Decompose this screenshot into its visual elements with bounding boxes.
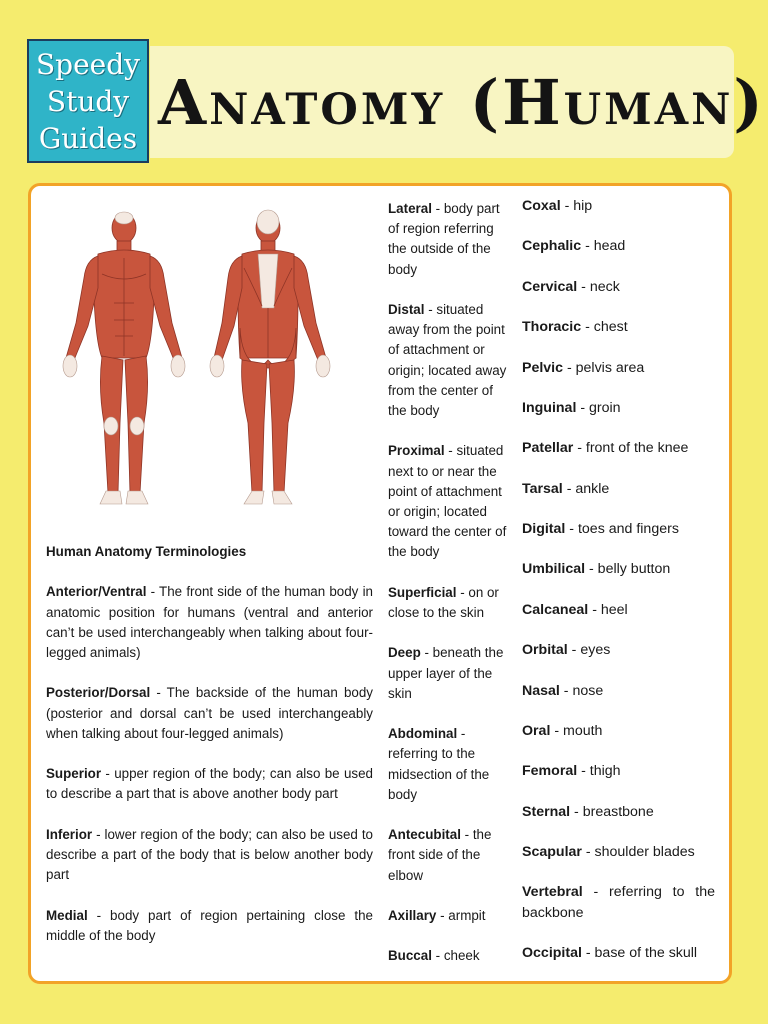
term-definition: - base of the skull bbox=[581, 944, 698, 961]
term-definition: - breastbone bbox=[570, 803, 654, 820]
term-definition: - neck bbox=[577, 278, 620, 295]
term-name: Medial bbox=[46, 907, 88, 923]
term-entry bbox=[522, 559, 715, 579]
term-entry bbox=[388, 643, 512, 704]
term-name: Inferior bbox=[46, 826, 93, 842]
term-entry bbox=[388, 441, 512, 562]
term-name: Orbital bbox=[522, 642, 568, 659]
term-entry bbox=[522, 277, 715, 297]
term-entry bbox=[388, 946, 512, 966]
term-definition: - eyes bbox=[567, 642, 611, 659]
term-definition: - body part of region referring the outside of the body bbox=[388, 201, 500, 277]
term-entry bbox=[522, 600, 715, 620]
term-definition: - referring to the midsection of the body bbox=[388, 726, 490, 802]
term-entry bbox=[388, 825, 512, 886]
term-entry bbox=[522, 721, 715, 741]
term-entry bbox=[46, 683, 373, 744]
term-entry bbox=[522, 317, 715, 337]
term-name: Posterior/Dorsal bbox=[46, 685, 151, 701]
logo-line: Speedy bbox=[36, 47, 140, 81]
logo-line: Guides bbox=[38, 121, 138, 155]
term-name: Abdominal bbox=[388, 726, 458, 742]
term-name: Axillary bbox=[388, 908, 437, 923]
term-name: Antecubital bbox=[388, 827, 461, 843]
term-definition: - cheek bbox=[431, 948, 480, 964]
term-entry bbox=[522, 761, 715, 781]
term-entry bbox=[522, 358, 715, 378]
term-definition: - mouth bbox=[550, 722, 603, 739]
term-name: Tarsal bbox=[522, 480, 563, 497]
term-entry bbox=[522, 802, 715, 822]
anatomy-back-figure-icon bbox=[208, 208, 348, 512]
term-name: Thoracic bbox=[522, 319, 582, 336]
term-name: Inguinal bbox=[522, 399, 577, 416]
term-entry bbox=[46, 764, 373, 804]
term-name: Umbilical bbox=[522, 561, 586, 578]
term-definition: - hip bbox=[560, 198, 593, 214]
term-definition: - toes and fingers bbox=[565, 521, 679, 537]
term-entry bbox=[522, 398, 715, 418]
term-entry bbox=[388, 300, 512, 421]
term-name: Digital bbox=[522, 521, 566, 537]
term-definition: - situated next to or near the point of attachment or origin; located toward the center of the body bbox=[388, 443, 507, 560]
term-entry bbox=[522, 196, 715, 216]
term-definition: - referring to the backbone bbox=[522, 884, 715, 921]
term-definition: - ankle bbox=[562, 480, 610, 497]
term-definition: - situated away from the point of attachment or origin; located away from the center of the body bbox=[388, 302, 507, 419]
term-name: Occipital bbox=[522, 944, 582, 961]
term-entry bbox=[388, 724, 512, 805]
term-entry bbox=[522, 842, 715, 862]
term-name: Scapular bbox=[522, 844, 582, 860]
terminology-column-middle bbox=[388, 199, 512, 987]
term-name: Distal bbox=[388, 302, 425, 317]
term-definition: - on or close to the skin bbox=[388, 584, 499, 621]
term-entry bbox=[522, 479, 715, 499]
anatomy-front-figure-icon bbox=[54, 208, 194, 512]
term-name: Sternal bbox=[522, 803, 571, 820]
term-entry bbox=[522, 640, 715, 660]
term-definition: - armpit bbox=[436, 908, 486, 923]
terminology-column-right bbox=[522, 196, 715, 983]
term-name: Patellar bbox=[522, 440, 574, 457]
term-definition: - nose bbox=[559, 682, 604, 699]
term-name: Calcaneal bbox=[522, 601, 589, 618]
terminology-column-left bbox=[46, 542, 373, 966]
term-definition: - the front side of the elbow bbox=[388, 827, 492, 883]
term-definition: - head bbox=[581, 238, 626, 255]
term-name: Cervical bbox=[522, 278, 578, 295]
term-definition: - The front side of the human body in anatomic position for humans (ventral and anterior can’t be used interchangeably when talking about four-legged animals) bbox=[46, 584, 373, 660]
term-entry bbox=[46, 825, 373, 886]
term-definition: - pelvis area bbox=[563, 359, 645, 376]
term-entry bbox=[46, 906, 373, 946]
term-name: Proximal bbox=[388, 443, 445, 459]
term-definition: - shoulder blades bbox=[581, 844, 695, 860]
term-definition: - chest bbox=[581, 319, 628, 336]
term-entry bbox=[522, 943, 715, 963]
term-entry bbox=[522, 236, 715, 256]
term-name: Femoral bbox=[522, 763, 578, 780]
term-definition: - front of the knee bbox=[573, 440, 689, 457]
term-entry bbox=[522, 438, 715, 458]
page-title: Anatomy (Human) bbox=[158, 66, 766, 139]
term-name: Coxal bbox=[522, 198, 561, 214]
term-name: Oral bbox=[522, 722, 551, 739]
section-heading: Human Anatomy Terminologies bbox=[46, 544, 247, 559]
term-name: Vertebral bbox=[522, 884, 583, 901]
term-name: Lateral bbox=[388, 201, 432, 216]
term-name: Anterior/Ventral bbox=[46, 584, 147, 600]
term-name: Superior bbox=[46, 766, 102, 782]
term-definition: - beneath the upper layer of the skin bbox=[388, 645, 504, 701]
term-definition: - lower region of the body; can also be used to describe a part of the body that is below another body part bbox=[46, 826, 373, 883]
term-entry bbox=[388, 583, 512, 623]
logo-line: Study bbox=[46, 84, 130, 118]
term-entry bbox=[522, 681, 715, 701]
term-definition: - upper region of the body; can also be used to describe a part that is above another body part bbox=[46, 766, 373, 802]
term-definition: - groin bbox=[576, 399, 621, 416]
term-definition: - The backside of the human body (posterior and dorsal can’t be used interchangeably when talking about four-legged animals) bbox=[46, 685, 373, 741]
term-entry bbox=[522, 882, 715, 922]
term-name: Cephalic bbox=[522, 238, 582, 255]
speedy-study-guides-logo bbox=[27, 39, 149, 163]
term-name: Superficial bbox=[388, 584, 457, 600]
term-name: Deep bbox=[388, 645, 421, 661]
term-name: Nasal bbox=[522, 682, 560, 699]
term-entry bbox=[388, 906, 512, 926]
term-name: Buccal bbox=[388, 948, 432, 964]
term-entry bbox=[46, 582, 373, 663]
term-entry bbox=[522, 519, 715, 539]
term-definition: - belly button bbox=[585, 561, 671, 578]
term-definition: - heel bbox=[588, 601, 628, 618]
term-entry bbox=[388, 199, 512, 280]
term-definition: - thigh bbox=[577, 763, 621, 780]
term-definition: - body part of region pertaining close the middle of the body bbox=[46, 907, 373, 943]
term-name: Pelvic bbox=[522, 359, 564, 376]
